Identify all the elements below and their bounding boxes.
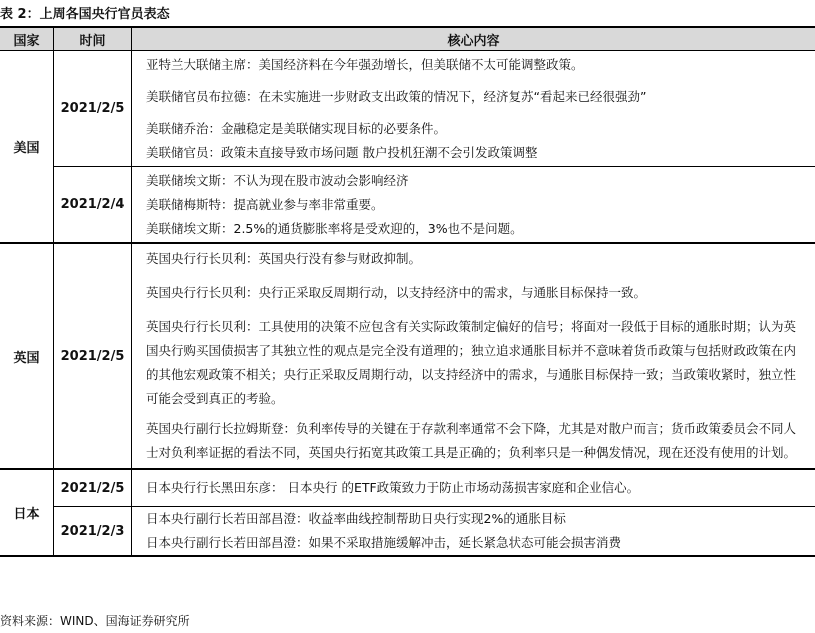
header-country: 国家 (0, 27, 54, 51)
statement-text: 亚特兰大联储主席：美国经济料在今年强劲增长，但美联储不太可能调整政策。 (146, 57, 584, 72)
statement-text: 美联储梅斯特：提高就业参与率非常重要。 (146, 197, 384, 212)
content-cell (132, 51, 815, 167)
date-cell: 2021/2/5 (54, 469, 132, 507)
statement-text: 日本央行副行长若田部昌澄：收益率曲线控制帮助日央行实现2%的通胀目标 (146, 511, 566, 526)
statement-text: 美联储官员：政策未直接导致市场问题 散户投机狂潮不会引发政策调整 (146, 145, 538, 160)
table-row-jp-2 (0, 507, 815, 557)
statement-text: 美联储埃文斯：2.5%的通货膨胀率将是受欢迎的，3%也不是问题。 (146, 221, 523, 236)
content-cell (132, 507, 815, 557)
country-cell-us: 美国 (0, 51, 54, 244)
country-cell-jp: 日本 (0, 469, 54, 556)
content-cell (132, 167, 815, 244)
statement-text: 美联储乔治：金融稳定是美联储实现目标的必要条件。 (146, 121, 447, 136)
header-time: 时间 (54, 27, 132, 51)
central-bank-statements-table (0, 26, 815, 557)
statement-text: 英国央行行长贝利：工具使用的决策不应包含有关实际政策制定偏好的信号；将面对一段低于目标的通胀时期；认为英国央行购买国债损害了其独立性的观点是完全没有道理的；独立追求通胀目标并不意味着货币政策与包括财政政策在内的其他宏观政策不相关；央行正采取反周期行动，以支持经济中的需求，与通胀目标保持一致；当政策收紧时，独立性可能会受到真正的考验。 (146, 319, 797, 406)
content-cell (132, 243, 815, 469)
statement-text: 美联储官员布拉德：在未实施进一步财政支出政策的情况下，经济复苏“看起来已经很强劲” (146, 89, 647, 104)
table-row-uk-1 (0, 243, 815, 469)
table-title: 表 2：上周各国央行官员表态 (0, 7, 170, 22)
statement-text: 日本央行行长黑田东彦： 日本央行 的ETF政策致力于防止市场动荡损害家庭和企业信心。 (146, 480, 640, 495)
statement-text: 日本央行副行长若田部昌澄：如果不采取措施缓解冲击，延长紧急状态可能会损害消费 (146, 535, 622, 550)
content-cell (132, 469, 815, 507)
date-cell: 2021/2/5 (54, 51, 132, 167)
statement-text: 英国央行行长贝利：英国央行没有参与财政抑制。 (146, 251, 422, 266)
date-cell: 2021/2/4 (54, 167, 132, 244)
statement-text: 英国央行行长贝利：央行正采取反周期行动，以支持经济中的需求，与通胀目标保持一致。 (146, 285, 647, 300)
country-cell-uk: 英国 (0, 243, 54, 469)
table-row-jp-1 (0, 469, 815, 507)
statement-text: 美联储埃文斯：不认为现在股市波动会影响经济 (146, 173, 409, 188)
source-note: 资料来源：WIND、国海证券研究所 (0, 614, 190, 628)
table-row-us-1 (0, 51, 815, 167)
header-content: 核心内容 (132, 27, 815, 51)
date-cell: 2021/2/5 (54, 243, 132, 469)
table-header-row (0, 27, 815, 51)
table-row-us-2 (0, 167, 815, 244)
date-cell: 2021/2/3 (54, 507, 132, 557)
statement-text: 英国央行副行长拉姆斯登：负利率传导的关键在于存款利率通常不会下降，尤其是对散户而言；货币政策委员会不同人士对负利率证据的看法不同，英国央行拓宽其政策工具是正确的；负利率只是一种偶发情况，现在还没有使用的计划。 (146, 421, 797, 460)
